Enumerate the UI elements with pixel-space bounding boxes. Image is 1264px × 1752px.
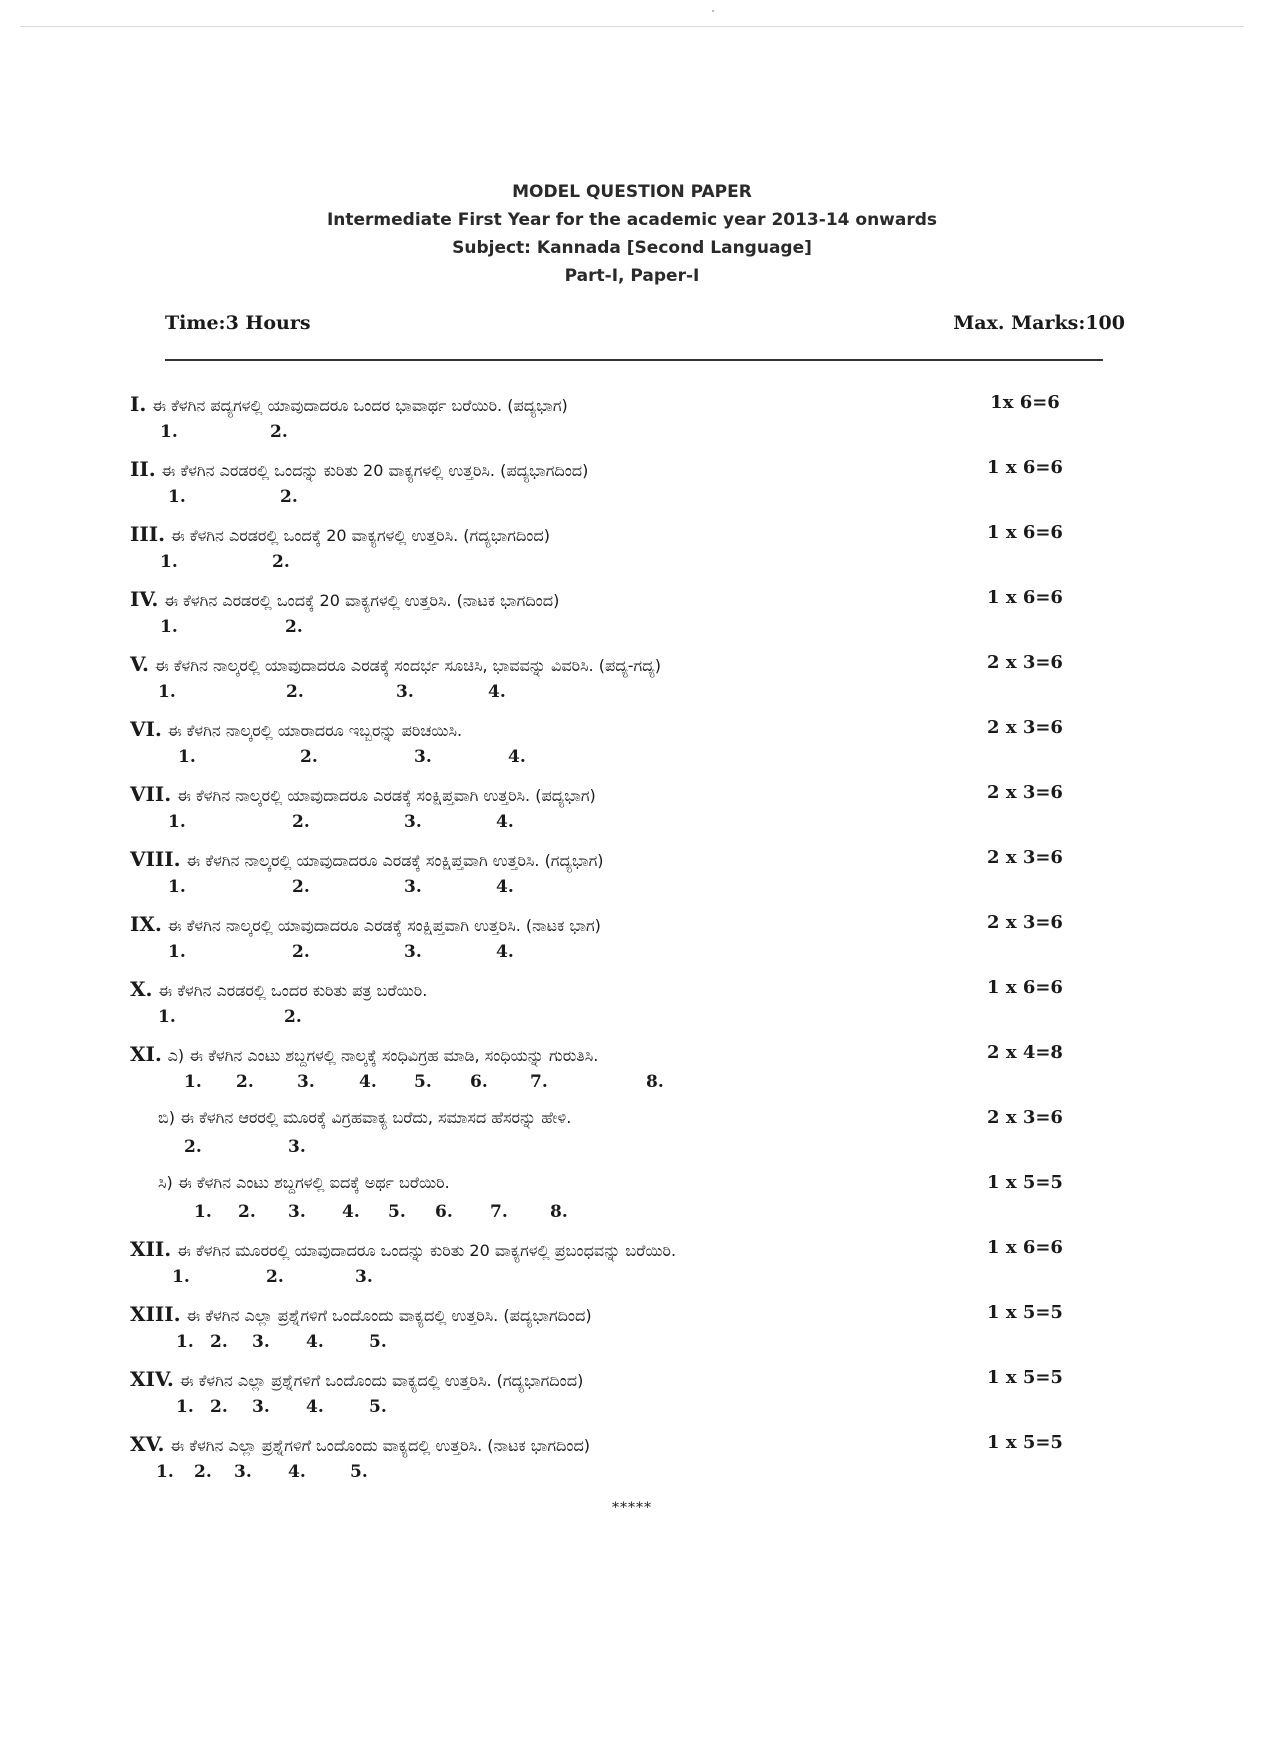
- question-marks: 1 x 6=6: [987, 522, 1063, 543]
- question-number: XIV.: [130, 1367, 174, 1391]
- option-numbers: [0, 552, 1264, 574]
- option-number: 3.: [404, 942, 422, 962]
- question-line: [130, 1432, 590, 1456]
- option-number: 1.: [160, 422, 178, 442]
- question-marks: 1 x 6=6: [987, 1237, 1063, 1258]
- option-number: 6.: [435, 1202, 453, 1222]
- option-numbers: [0, 682, 1264, 704]
- option-number: 2.: [292, 877, 310, 897]
- question-number: VII.: [130, 782, 172, 806]
- option-number: 2.: [210, 1397, 228, 1417]
- option-number: 2.: [194, 1462, 212, 1482]
- question-text: ಈ ಕೆಳಗಿನ ನಾಲ್ಕರಲ್ಲಿ ಯಾವುದಾದರೂ ಎರಡಕ್ಕೆ ಸಂಕ್ಷಿಪ್ತವಾಗಿ ಉತ್ತರಿಸಿ. (ಪದ್ಯಭಾಗ): [176, 786, 596, 805]
- option-number: 1.: [184, 1072, 202, 1092]
- option-number: 1.: [168, 877, 186, 897]
- option-number: 1.: [160, 617, 178, 637]
- question-text: ಈ ಕೆಳಗಿನ ಎರಡರಲ್ಲಿ ಒಂದಕ್ಕೆ 20 ವಾಕ್ಯಗಳಲ್ಲಿ ಉತ್ತರಿಸಿ. (ನಾಟಕ ಭಾಗದಿಂದ): [164, 591, 560, 610]
- option-number: 5.: [369, 1332, 387, 1352]
- option-number: 1.: [158, 1007, 176, 1027]
- option-number: 1.: [176, 1332, 194, 1352]
- option-numbers: [0, 942, 1264, 964]
- option-number: 2.: [285, 617, 303, 637]
- option-number: 5.: [414, 1072, 432, 1092]
- paper-title: MODEL QUESTION PAPER: [512, 182, 752, 202]
- question-line: [130, 522, 550, 546]
- question-marks: 2 x 4=8: [987, 1042, 1063, 1063]
- option-number: 2.: [286, 682, 304, 702]
- time-label: Time:3 Hours: [165, 312, 311, 334]
- question-line: [130, 587, 559, 611]
- question-marks: 2 x 3=6: [987, 782, 1063, 803]
- question-marks: 1 x 5=5: [987, 1302, 1063, 1323]
- question-text: ಸಿ) ಈ ಕೆಳಗಿನ ಎಂಟು ಶಬ್ದಗಳಲ್ಲಿ ಐದಕ್ಕೆ ಅರ್ಥ ಬರೆಯಿರಿ.: [158, 1173, 450, 1192]
- option-number: 2.: [236, 1072, 254, 1092]
- option-number: 1.: [168, 487, 186, 507]
- meta-row: [165, 312, 1125, 338]
- option-number: 4.: [306, 1332, 324, 1352]
- question-text: ಈ ಕೆಳಗಿನ ಎಲ್ಲಾ ಪ್ರಶ್ನೆಗಳಿಗೆ ಒಂದೊಂದು ವಾಕ್ಯದಲ್ಲಿ ಉತ್ತರಿಸಿ. (ಗದ್ಯಭಾಗದಿಂದ): [179, 1371, 584, 1390]
- option-numbers: [0, 1397, 1264, 1419]
- question-number: XV.: [130, 1432, 165, 1456]
- option-number: 7.: [530, 1072, 548, 1092]
- option-number: 2.: [284, 1007, 302, 1027]
- paper-part: Part-I, Paper-I: [564, 266, 700, 286]
- option-number: 8.: [550, 1202, 568, 1222]
- option-number: 7.: [490, 1202, 508, 1222]
- option-numbers: [0, 1267, 1264, 1289]
- option-number: 6.: [470, 1072, 488, 1092]
- option-number: 4.: [496, 942, 514, 962]
- question-number: II.: [130, 457, 156, 481]
- option-number: 3.: [355, 1267, 373, 1287]
- option-numbers: [0, 1072, 1264, 1094]
- question-line: [130, 782, 596, 806]
- option-number: 1.: [194, 1202, 212, 1222]
- question-text: ಎ) ಈ ಕೆಳಗಿನ ಎಂಟು ಶಬ್ದಗಳಲ್ಲಿ ನಾಲ್ಕಕ್ಕೆ ಸಂಧಿವಿಗ್ರಹ ಮಾಡಿ, ಸಂಧಿಯನ್ನು ಗುರುತಿಸಿ.: [167, 1046, 599, 1065]
- option-number: 8.: [646, 1072, 664, 1092]
- question-text: ಈ ಕೆಳಗಿನ ನಾಲ್ಕರಲ್ಲಿ ಯಾವುದಾದರೂ ಎರಡಕ್ಕೆ ಸಂಕ್ಷಿಪ್ತವಾಗಿ ಉತ್ತರಿಸಿ. (ನಾಟಕ ಭಾಗ): [167, 916, 601, 935]
- question-line: [130, 1367, 583, 1391]
- question-marks: 2 x 3=6: [987, 717, 1063, 738]
- option-number: 3.: [252, 1397, 270, 1417]
- question-marks: 2 x 3=6: [987, 912, 1063, 933]
- paper-academic-year: Intermediate First Year for the academic year 2013-14 onwards: [326, 210, 938, 230]
- question-number: I.: [130, 392, 147, 416]
- question-number: IV.: [130, 587, 159, 611]
- option-number: 5.: [369, 1397, 387, 1417]
- option-number: 3.: [288, 1137, 306, 1157]
- scan-edge-line: [20, 26, 1244, 27]
- option-number: 3.: [234, 1462, 252, 1482]
- option-number: 3.: [404, 812, 422, 832]
- question-marks: 1 x 5=5: [987, 1367, 1063, 1388]
- question-text: ಈ ಕೆಳಗಿನ ಎರಡರಲ್ಲಿ ಒಂದನ್ನು ಕುರಿತು 20 ವಾಕ್ಯಗಳಲ್ಲಿ ಉತ್ತರಿಸಿ. (ಪದ್ಯಭಾಗದಿಂದ): [161, 461, 589, 480]
- question-number: VI.: [130, 717, 162, 741]
- option-number: 5.: [350, 1462, 368, 1482]
- question-number: XI.: [130, 1042, 162, 1066]
- question-marks: 1 x 6=6: [987, 977, 1063, 998]
- option-number: 2.: [292, 812, 310, 832]
- option-numbers: [0, 1137, 1264, 1159]
- question-marks: 1 x 5=5: [987, 1432, 1063, 1453]
- question-marks: 1 x 5=5: [987, 1172, 1063, 1193]
- question-line: [130, 1302, 592, 1326]
- option-number: 1.: [178, 747, 196, 767]
- option-numbers: [0, 747, 1264, 769]
- option-number: 1.: [172, 1267, 190, 1287]
- question-marks: 1 x 6=6: [987, 457, 1063, 478]
- option-number: 2.: [210, 1332, 228, 1352]
- question-number: V.: [130, 652, 149, 676]
- option-number: 2.: [280, 487, 298, 507]
- paper-header: [0, 178, 1264, 290]
- option-number: 4.: [508, 747, 526, 767]
- option-number: 2.: [270, 422, 288, 442]
- option-number: 4.: [359, 1072, 377, 1092]
- question-number: XIII.: [130, 1302, 181, 1326]
- question-line: [158, 1172, 450, 1193]
- option-number: 1.: [156, 1462, 174, 1482]
- question-marks: 2 x 3=6: [987, 652, 1063, 673]
- option-number: 2.: [292, 942, 310, 962]
- question-line: [130, 652, 661, 676]
- option-numbers: [0, 617, 1264, 639]
- max-marks-label: Max. Marks:100: [953, 312, 1125, 334]
- paper-subject: Subject: Kannada [Second Language]: [452, 238, 812, 258]
- question-line: [130, 1237, 676, 1261]
- option-number: 2.: [184, 1137, 202, 1157]
- option-number: 1.: [160, 552, 178, 572]
- question-line: [130, 457, 588, 481]
- question-number: IX.: [130, 912, 162, 936]
- question-marks: 2 x 3=6: [987, 847, 1063, 868]
- question-line: [130, 847, 604, 871]
- question-text: ಈ ಕೆಳಗಿನ ಎಲ್ಲಾ ಪ್ರಶ್ನೆಗಳಿಗೆ ಒಂದೊಂದು ವಾಕ್ಯದಲ್ಲಿ ಉತ್ತರಿಸಿ. (ಪದ್ಯಭಾಗದಿಂದ): [186, 1306, 592, 1325]
- scan-speck: [712, 10, 714, 12]
- option-number: 1.: [158, 682, 176, 702]
- option-numbers: [0, 1202, 1264, 1224]
- option-number: 3.: [404, 877, 422, 897]
- question-line: [130, 392, 568, 416]
- option-number: 5.: [388, 1202, 406, 1222]
- question-number: XII.: [130, 1237, 172, 1261]
- header-divider: [165, 359, 1103, 361]
- question-marks: 1 x 6=6: [987, 587, 1063, 608]
- option-number: 1.: [168, 812, 186, 832]
- option-number: 3.: [414, 747, 432, 767]
- question-line: [130, 912, 601, 936]
- question-text: ಈ ಕೆಳಗಿನ ನಾಲ್ಕರಲ್ಲಿ ಯಾರಾದರೂ ಇಬ್ಬರನ್ನು ಪರಿಚಯಿಸಿ.: [167, 721, 463, 740]
- question-text: ಈ ಕೆಳಗಿನ ನಾಲ್ಕರಲ್ಲಿ ಯಾವುದಾದರೂ ಎರಡಕ್ಕೆ ಸಂಕ್ಷಿಪ್ತವಾಗಿ ಉತ್ತರಿಸಿ. (ಗದ್ಯಭಾಗ): [186, 851, 604, 870]
- end-marker: *****: [612, 1500, 652, 1516]
- option-numbers: [0, 877, 1264, 899]
- option-numbers: [0, 812, 1264, 834]
- option-number: 4.: [342, 1202, 360, 1222]
- question-marks: 2 x 3=6: [987, 1107, 1063, 1128]
- option-number: 3.: [252, 1332, 270, 1352]
- question-text: ಬಿ) ಈ ಕೆಳಗಿನ ಆರರಲ್ಲಿ ಮೂರಕ್ಕೆ ವಿಗ್ರಹವಾಕ್ಯ ಬರೆದು, ಸಮಾಸದ ಹೆಸರನ್ನು ಹೇಳಿ.: [158, 1108, 572, 1127]
- question-line: [130, 1042, 598, 1066]
- question-number: III.: [130, 522, 166, 546]
- option-number: 4.: [496, 877, 514, 897]
- option-number: 3.: [396, 682, 414, 702]
- question-line: [130, 717, 462, 741]
- option-number: 1.: [168, 942, 186, 962]
- option-numbers: [0, 1462, 1264, 1484]
- option-number: 2.: [300, 747, 318, 767]
- option-number: 2.: [266, 1267, 284, 1287]
- option-number: 2.: [272, 552, 290, 572]
- option-numbers: [0, 422, 1264, 444]
- question-text: ಈ ಕೆಳಗಿನ ಎಲ್ಲಾ ಪ್ರಶ್ನೆಗಳಿಗೆ ಒಂದೊಂದು ವಾಕ್ಯದಲ್ಲಿ ಉತ್ತರಿಸಿ. (ನಾಟಕ ಭಾಗದಿಂದ): [170, 1436, 591, 1455]
- option-number: 4.: [288, 1462, 306, 1482]
- question-text: ಈ ಕೆಳಗಿನ ಎರಡರಲ್ಲಿ ಒಂದಕ್ಕೆ 20 ವಾಕ್ಯಗಳಲ್ಲಿ ಉತ್ತರಿಸಿ. (ಗದ್ಯಭಾಗದಿಂದ): [170, 526, 550, 545]
- option-number: 4.: [488, 682, 506, 702]
- question-text: ಈ ಕೆಳಗಿನ ಮೂರರಲ್ಲಿ ಯಾವುದಾದರೂ ಒಂದನ್ನು ಕುರಿತು 20 ವಾಕ್ಯಗಳಲ್ಲಿ ಪ್ರಬಂಧವನ್ನು ಬರೆಯಿರಿ.: [176, 1241, 677, 1260]
- question-line: [158, 1107, 571, 1128]
- question-text: ಈ ಕೆಳಗಿನ ಎರಡರಲ್ಲಿ ಒಂದರ ಕುರಿತು ಪತ್ರ ಬರೆಯಿರಿ.: [158, 981, 428, 1000]
- option-number: 3.: [297, 1072, 315, 1092]
- option-number: 4.: [496, 812, 514, 832]
- option-number: 2.: [238, 1202, 256, 1222]
- option-numbers: [0, 487, 1264, 509]
- option-numbers: [0, 1332, 1264, 1354]
- option-numbers: [0, 1007, 1264, 1029]
- question-text: ಈ ಕೆಳಗಿನ ಪದ್ಯಗಳಲ್ಲಿ ಯಾವುದಾದರೂ ಒಂದರ ಭಾವಾರ್ಥ ಬರೆಯಿರಿ. (ಪದ್ಯಭಾಗ): [152, 396, 568, 415]
- option-number: 3.: [288, 1202, 306, 1222]
- question-number: VIII.: [130, 847, 181, 871]
- question-text: ಈ ಕೆಳಗಿನ ನಾಲ್ಕರಲ್ಲಿ ಯಾವುದಾದರೂ ಎರಡಕ್ಕೆ ಸಂದರ್ಭ ಸೂಚಿಸಿ, ಭಾವವನ್ನು ವಿವರಿಸಿ. (ಪದ್ಯ-ಗದ್ಯ): [154, 656, 661, 675]
- option-number: 4.: [306, 1397, 324, 1417]
- question-marks: 1x 6=6: [990, 392, 1060, 413]
- option-number: 1.: [176, 1397, 194, 1417]
- question-number: X.: [130, 977, 153, 1001]
- question-line: [130, 977, 427, 1001]
